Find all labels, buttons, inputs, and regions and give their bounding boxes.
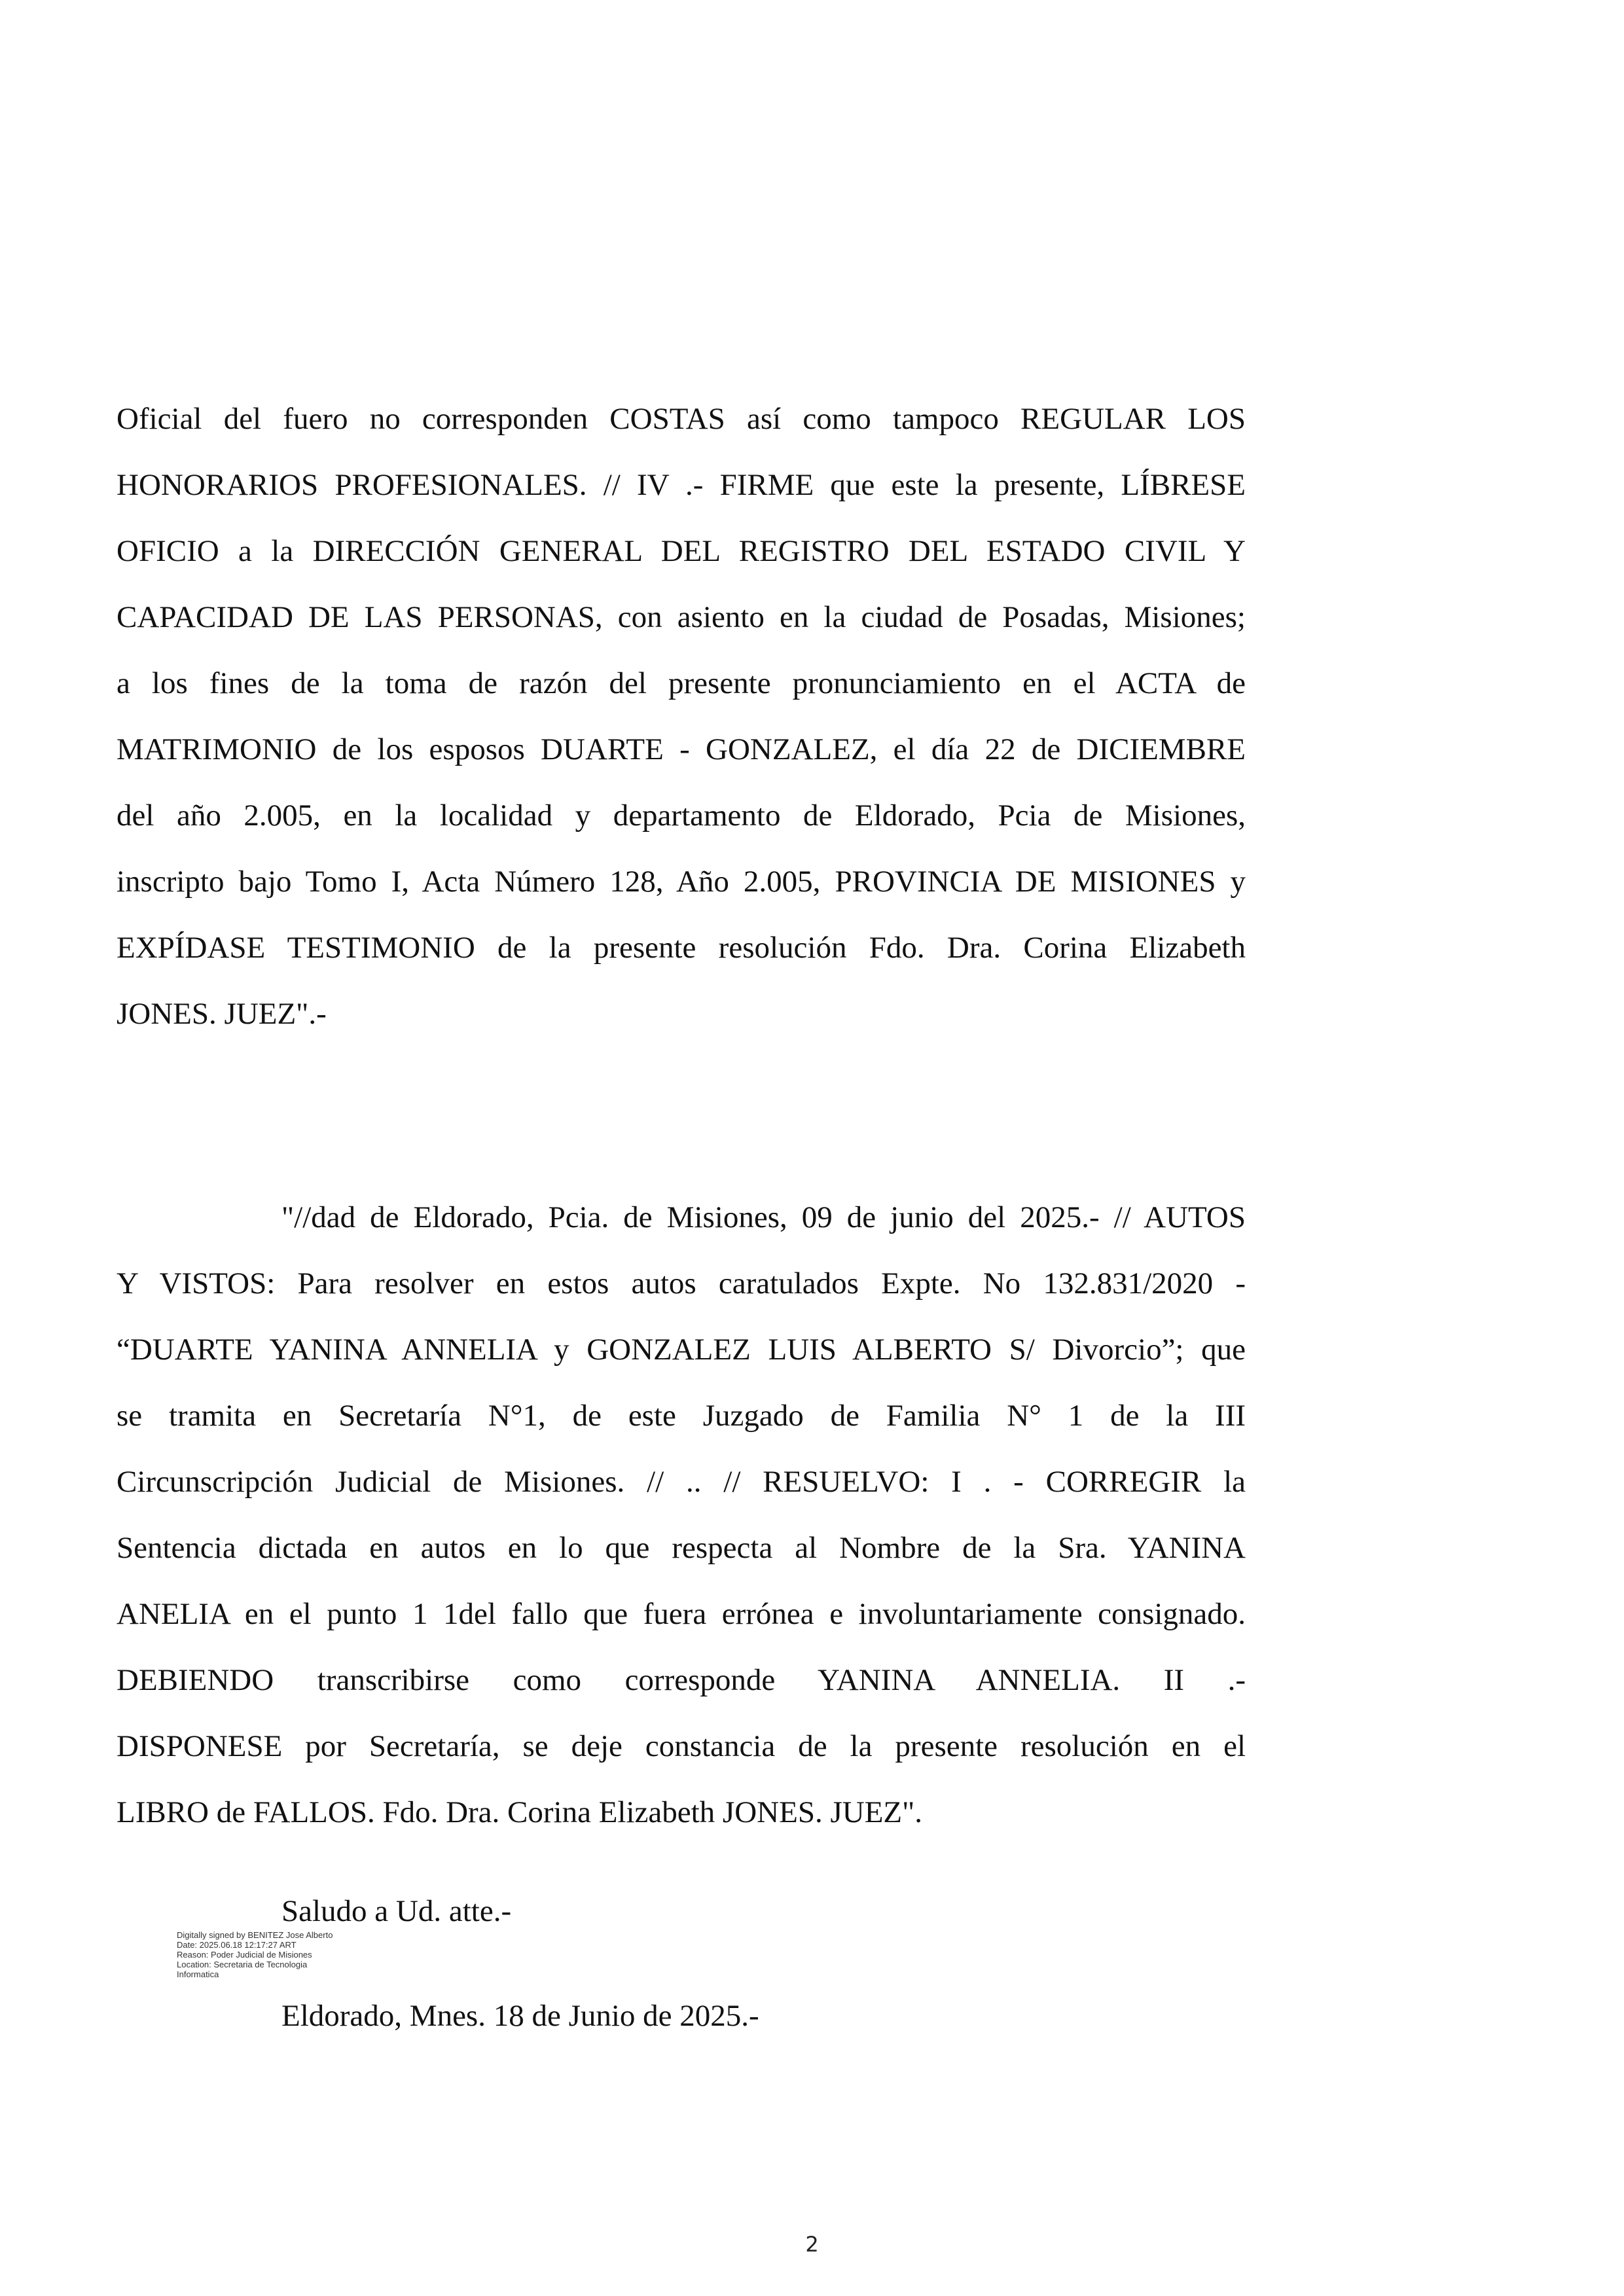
- page-number: 2: [805, 2232, 819, 2257]
- text-line: OFICIO a la DIRECCIÓN GENERAL DEL REGISTRO DEL ESTADO CIVIL Y: [117, 534, 1246, 568]
- signature-signed-by: Digitally signed by BENITEZ Jose Alberto: [177, 1930, 333, 1940]
- signature-date: Date: 2025.06.18 12:17:27 ART: [177, 1940, 297, 1950]
- text-line: Y VISTOS: Para resolver en estos autos caratulados Expte. No 132.831/2020 -: [117, 1266, 1246, 1300]
- closing-place-date: Eldorado, Mnes. 18 de Junio de 2025.-: [281, 1999, 759, 2033]
- text-line: MATRIMONIO de los esposos DUARTE - GONZALEZ, el día 22 de DICIEMBRE: [117, 732, 1246, 766]
- signature-location: Location: Secretaria de Tecnologia: [177, 1960, 308, 1969]
- resolution-paragraph-2: [117, 1185, 1246, 1846]
- text-line: "//dad de Eldorado, Pcia. de Misiones, 09 de junio del 2025.- // AUTOS: [281, 1200, 1246, 1234]
- text-line: EXPÍDASE TESTIMONIO de la presente resolución Fdo. Dra. Corina Elizabeth: [117, 931, 1246, 965]
- text-line: inscripto bajo Tomo I, Acta Número 128, Año 2.005, PROVINCIA DE MISIONES y: [117, 865, 1246, 899]
- text-line: DISPONESE por Secretaría, se deje constancia de la presente resolución en el: [117, 1729, 1246, 1763]
- text-line: Oficial del fuero no corresponden COSTAS así como tampoco REGULAR LOS: [117, 402, 1246, 436]
- text-line: CAPACIDAD DE LAS PERSONAS, con asiento en la ciudad de Posadas, Misiones;: [117, 600, 1246, 634]
- digital-signature-block: [177, 1930, 412, 1979]
- text-line: “DUARTE YANINA ANNELIA y GONZALEZ LUIS ALBERTO S/ Divorcio”; que: [117, 1333, 1246, 1367]
- resolution-paragraph-1: [117, 386, 1246, 1047]
- text-line: a los fines de la toma de razón del presente pronunciamiento en el ACTA de: [117, 666, 1246, 700]
- text-line: se tramita en Secretaría N°1, de este Juzgado de Familia N° 1 de la III: [117, 1399, 1246, 1433]
- text-line: DEBIENDO transcribirse como corresponde YANINA ANNELIA. II .-: [117, 1663, 1246, 1697]
- text-line: LIBRO de FALLOS. Fdo. Dra. Corina Elizabeth JONES. JUEZ".: [117, 1795, 923, 1829]
- text-line: Circunscripción Judicial de Misiones. // .. // RESUELVO: I . - CORREGIR la: [117, 1465, 1246, 1499]
- signature-reason: Reason: Poder Judicial de Misiones: [177, 1950, 312, 1960]
- closing-greeting: Saludo a Ud. atte.-: [281, 1894, 512, 1928]
- text-line: JONES. JUEZ".-: [117, 997, 327, 1031]
- signature-location-cont: Informatica: [177, 1969, 219, 1979]
- text-line: HONORARIOS PROFESIONALES. // IV .- FIRME que este la presente, LÍBRESE: [117, 468, 1246, 502]
- text-line: ANELIA en el punto 1 1del fallo que fuera errónea e involuntariamente consignado.: [117, 1597, 1246, 1631]
- text-line: del año 2.005, en la localidad y departamento de Eldorado, Pcia de Misiones,: [117, 798, 1246, 833]
- text-line: Sentencia dictada en autos en lo que respecta al Nombre de la Sra. YANINA: [117, 1531, 1246, 1565]
